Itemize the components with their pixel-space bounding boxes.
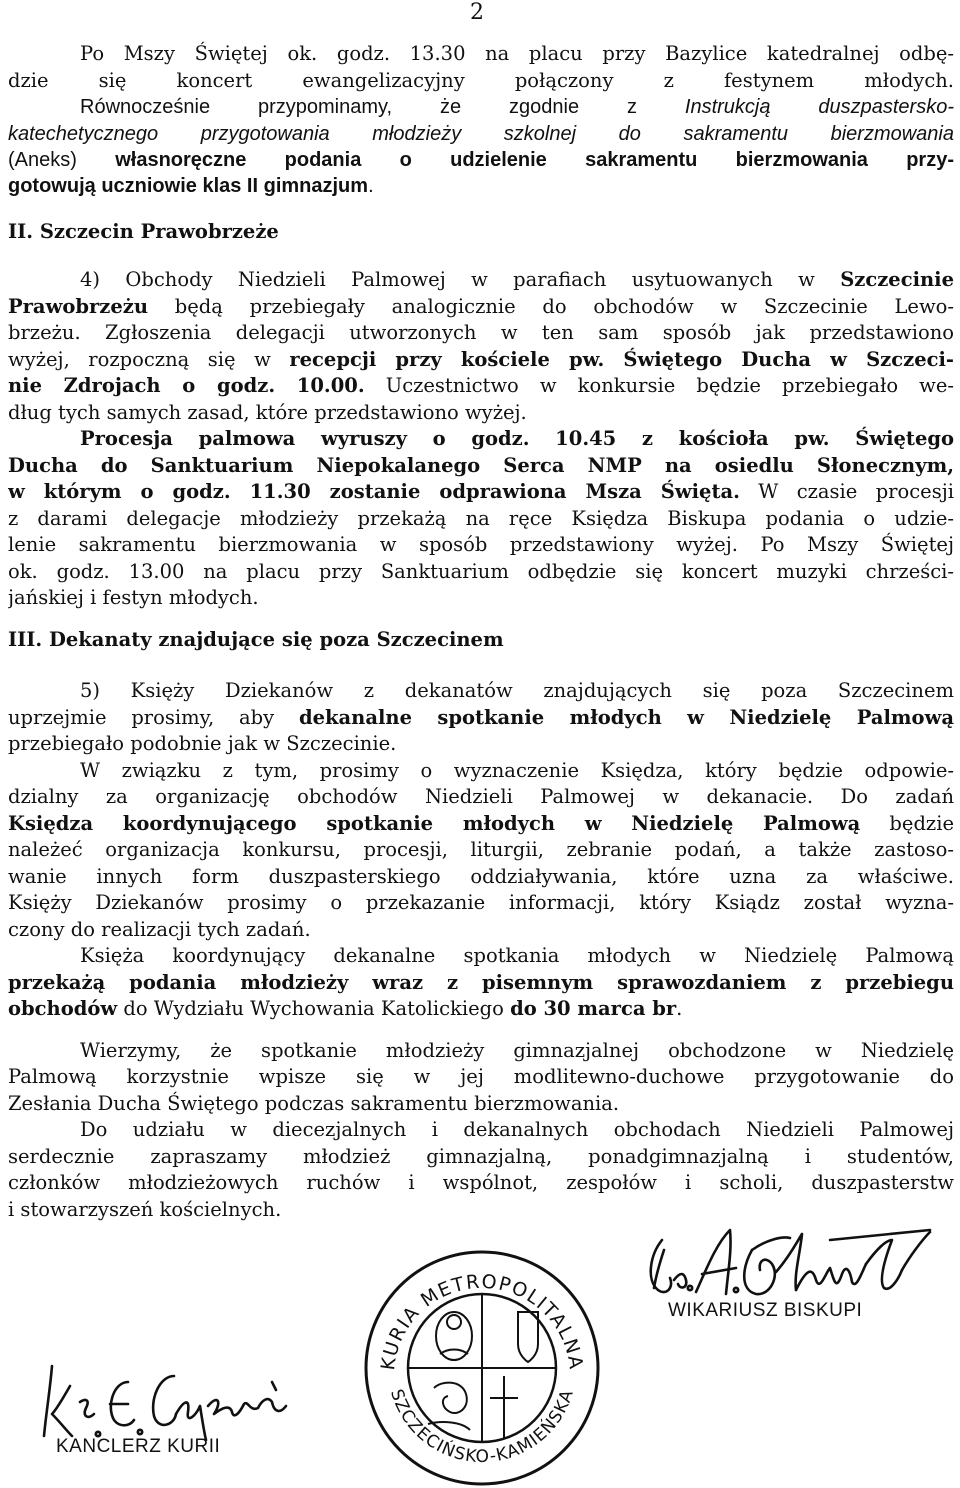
text-segment: 4) Obchody Niedzieli Palmowej w parafiach usytuowanych w bbox=[80, 268, 841, 291]
text-line bbox=[8, 810, 954, 837]
text-segment: dług tych samych zasad, które przedstawiono wyżej. bbox=[8, 401, 527, 424]
chancellor-signature bbox=[36, 1356, 296, 1446]
text-line bbox=[8, 120, 954, 148]
text-line bbox=[8, 266, 954, 293]
text-segment: dzialny za organizację obchodów Niedzieli Palmowej w dekanacie. Do zadań bbox=[8, 785, 954, 808]
text-segment: Ducha do Sanktuarium Niepokalanego Serca NMP na osiedlu Słonecznym, bbox=[8, 454, 954, 477]
text-segment: Procesja palmowa wyruszy o godz. 10.45 z kościoła pw. Świętego bbox=[80, 427, 954, 450]
text-segment: nie Zdrojach o godz. 10.00. bbox=[8, 374, 365, 397]
text-line bbox=[8, 346, 954, 373]
text-line bbox=[8, 505, 954, 532]
text-segment: lenie sakramentu bierzmowania w sposób przedstawiony wyżej. Po Mszy Świętej bbox=[8, 533, 954, 556]
text-line bbox=[8, 478, 954, 505]
text-segment: recepcji przy kościele pw. Świętego Ducha w Szczeci- bbox=[289, 348, 954, 371]
text-segment: W związku z tym, prosimy o wyznaczenie Księdza, który będzie odpowie- bbox=[80, 759, 954, 782]
text-segment: w którym o godz. 11.30 zostanie odprawiona Msza Święta. bbox=[8, 480, 740, 503]
text-line bbox=[8, 783, 954, 810]
text-segment: (Aneks) bbox=[8, 149, 116, 171]
left-signature-caption: KANCLERZ KURII bbox=[56, 1436, 221, 1457]
text-segment: Księży Dziekanów prosimy o przekazanie informacji, który Ksiądz został wyzna- bbox=[8, 891, 954, 914]
text-segment: Prawobrzeżu bbox=[8, 295, 149, 318]
text-line bbox=[8, 1037, 954, 1064]
text-segment: dzie się koncert ewangelizacyjny połączony z festynem młodych. bbox=[8, 69, 954, 92]
text-segment: Instrukcją duszpastersko- bbox=[684, 96, 954, 118]
text-segment: Równocześnie przypominamy, że zgodnie z bbox=[80, 96, 685, 118]
text-segment: Wierzymy, że spotkanie młodzieży gimnazjalnej obchodzone w Niedzielę bbox=[80, 1039, 954, 1062]
text-segment: serdecznie zapraszamy młodzież gimnazjalną, ponadgimnazjalną i studentów, bbox=[8, 1145, 954, 1168]
text-segment: przebiegało podobnie jak w Szczecinie. bbox=[8, 732, 397, 755]
text-segment: wanie innych form duszpasterskiego oddziaływania, które uzna za właściwe. bbox=[8, 865, 954, 888]
text-line bbox=[8, 1116, 954, 1143]
right-signature-caption: WIKARIUSZ BISKUPI bbox=[668, 1300, 863, 1321]
text-segment: ok. godz. 13.00 na placu przy Sanktuarium odbędzie się koncert muzyki chrześci- bbox=[8, 560, 954, 583]
text-segment: Szczecinie bbox=[840, 268, 954, 291]
text-segment: i stowarzyszeń kościelnych. bbox=[8, 1198, 282, 1221]
svg-text:SZCZECIŃSKO-KAMIEŃSKA: SZCZECIŃSKO-KAMIEŃSKA bbox=[386, 1386, 578, 1468]
text-segment: . bbox=[676, 997, 683, 1020]
text-line bbox=[8, 626, 954, 653]
text-line bbox=[8, 558, 954, 585]
text-segment: wyżej, rozpoczną się w bbox=[8, 348, 290, 371]
text-line bbox=[8, 942, 954, 969]
text-segment: Księża koordynujący dekanalne spotkania młodych w Niedzielę Palmową bbox=[80, 944, 954, 967]
text-segment: z darami delegacje młodzieży przekażą na ręce Księdza Biskupa podania o udzie- bbox=[8, 507, 954, 530]
text-line bbox=[8, 172, 954, 200]
text-line bbox=[8, 757, 954, 784]
text-segment: czony do realizacji tych zadań. bbox=[8, 918, 311, 941]
text-line bbox=[8, 889, 954, 916]
text-line bbox=[8, 1090, 954, 1117]
text-segment: Po Mszy Świętej ok. godz. 13.30 na placu przy Bazylice katedralnej odbę- bbox=[80, 42, 954, 65]
text-line bbox=[8, 730, 954, 757]
text-segment: katechetycznego przygotowania młodzieży szkolnej do sakramentu bierzmowania bbox=[8, 123, 954, 145]
text-segment: Palmową korzystnie wpisze się w jej modlitewno-duchowe przygotowanie do bbox=[8, 1065, 954, 1088]
text-segment: III. Dekanaty znajdujące się poza Szczecinem bbox=[8, 628, 504, 651]
text-segment: będzie bbox=[860, 812, 954, 835]
text-line bbox=[8, 836, 954, 863]
curia-seal bbox=[362, 1248, 602, 1488]
text-segment: do 30 marca br bbox=[510, 997, 677, 1020]
text-segment: do Wydziału Wychowania Katolickiego bbox=[117, 997, 511, 1020]
text-segment: . bbox=[368, 175, 374, 197]
text-line bbox=[8, 704, 954, 731]
text-segment: 5) Księży Dziekanów z dekanatów znajdujących się poza Szczecinem bbox=[80, 679, 954, 702]
text-line bbox=[8, 425, 954, 452]
text-segment: uprzejmie prosimy, aby bbox=[8, 706, 299, 729]
text-line bbox=[8, 452, 954, 479]
text-segment: dekanalne spotkanie młodych w Niedzielę Palmową bbox=[299, 706, 954, 729]
text-line bbox=[8, 93, 954, 121]
text-line bbox=[8, 531, 954, 558]
text-line bbox=[8, 863, 954, 890]
text-segment: Uczestnictwo w konkursie będzie przebiegało we- bbox=[364, 374, 954, 397]
text-segment: jańskiej i festyn młodych. bbox=[8, 586, 259, 609]
text-segment: gotowują uczniowie klas II gimnazjum bbox=[8, 175, 369, 197]
text-line bbox=[8, 677, 954, 704]
text-segment: Księdza koordynującego spotkanie młodych w Niedzielę Palmową bbox=[8, 812, 861, 835]
text-segment: należeć organizacja konkursu, procesji, liturgii, zebranie podań, a także zastoso- bbox=[8, 838, 954, 861]
text-segment: będą przebiegały analogicznie do obchodów w Szczecinie Lewo- bbox=[148, 295, 954, 318]
text-segment: Zesłania Ducha Świętego podczas sakramentu bierzmowania. bbox=[8, 1092, 620, 1115]
text-line bbox=[8, 372, 954, 399]
text-segment: II. Szczecin Prawobrzeże bbox=[8, 220, 279, 243]
text-segment: własnoręczne podania o udzielenie sakramentu bierzmowania przy- bbox=[115, 149, 954, 171]
text-line bbox=[8, 969, 954, 996]
text-line bbox=[8, 146, 954, 174]
text-line bbox=[8, 319, 954, 346]
text-segment: brzeżu. Zgłoszenia delegacji utworzonych w ten sam sposób jak przedstawiono bbox=[8, 321, 954, 344]
text-segment: członków młodzieżowych ruchów i wspólnot, zespołów i scholi, duszpasterstw bbox=[8, 1171, 954, 1194]
text-line bbox=[8, 399, 954, 426]
text-line bbox=[8, 293, 954, 320]
text-segment: przekażą podania młodzieży wraz z pisemnym sprawozdaniem z przebiegu bbox=[8, 971, 954, 994]
svg-text:KURIA METROPOLITALNA: KURIA METROPOLITALNA bbox=[377, 1270, 587, 1372]
text-line bbox=[8, 218, 954, 245]
text-line bbox=[8, 40, 954, 67]
text-line bbox=[8, 1063, 954, 1090]
text-segment: Do udziału w diecezjalnych i dekanalnych obchodach Niedzieli Palmowej bbox=[80, 1118, 954, 1141]
text-line bbox=[8, 67, 954, 94]
text-segment: W czasie procesji bbox=[739, 480, 954, 503]
text-segment: obchodów bbox=[8, 997, 118, 1020]
page-number: 2 bbox=[470, 0, 484, 25]
text-line bbox=[8, 1143, 954, 1170]
text-line bbox=[8, 584, 954, 611]
text-line bbox=[8, 916, 954, 943]
text-line bbox=[8, 1169, 954, 1196]
text-line bbox=[8, 995, 954, 1022]
